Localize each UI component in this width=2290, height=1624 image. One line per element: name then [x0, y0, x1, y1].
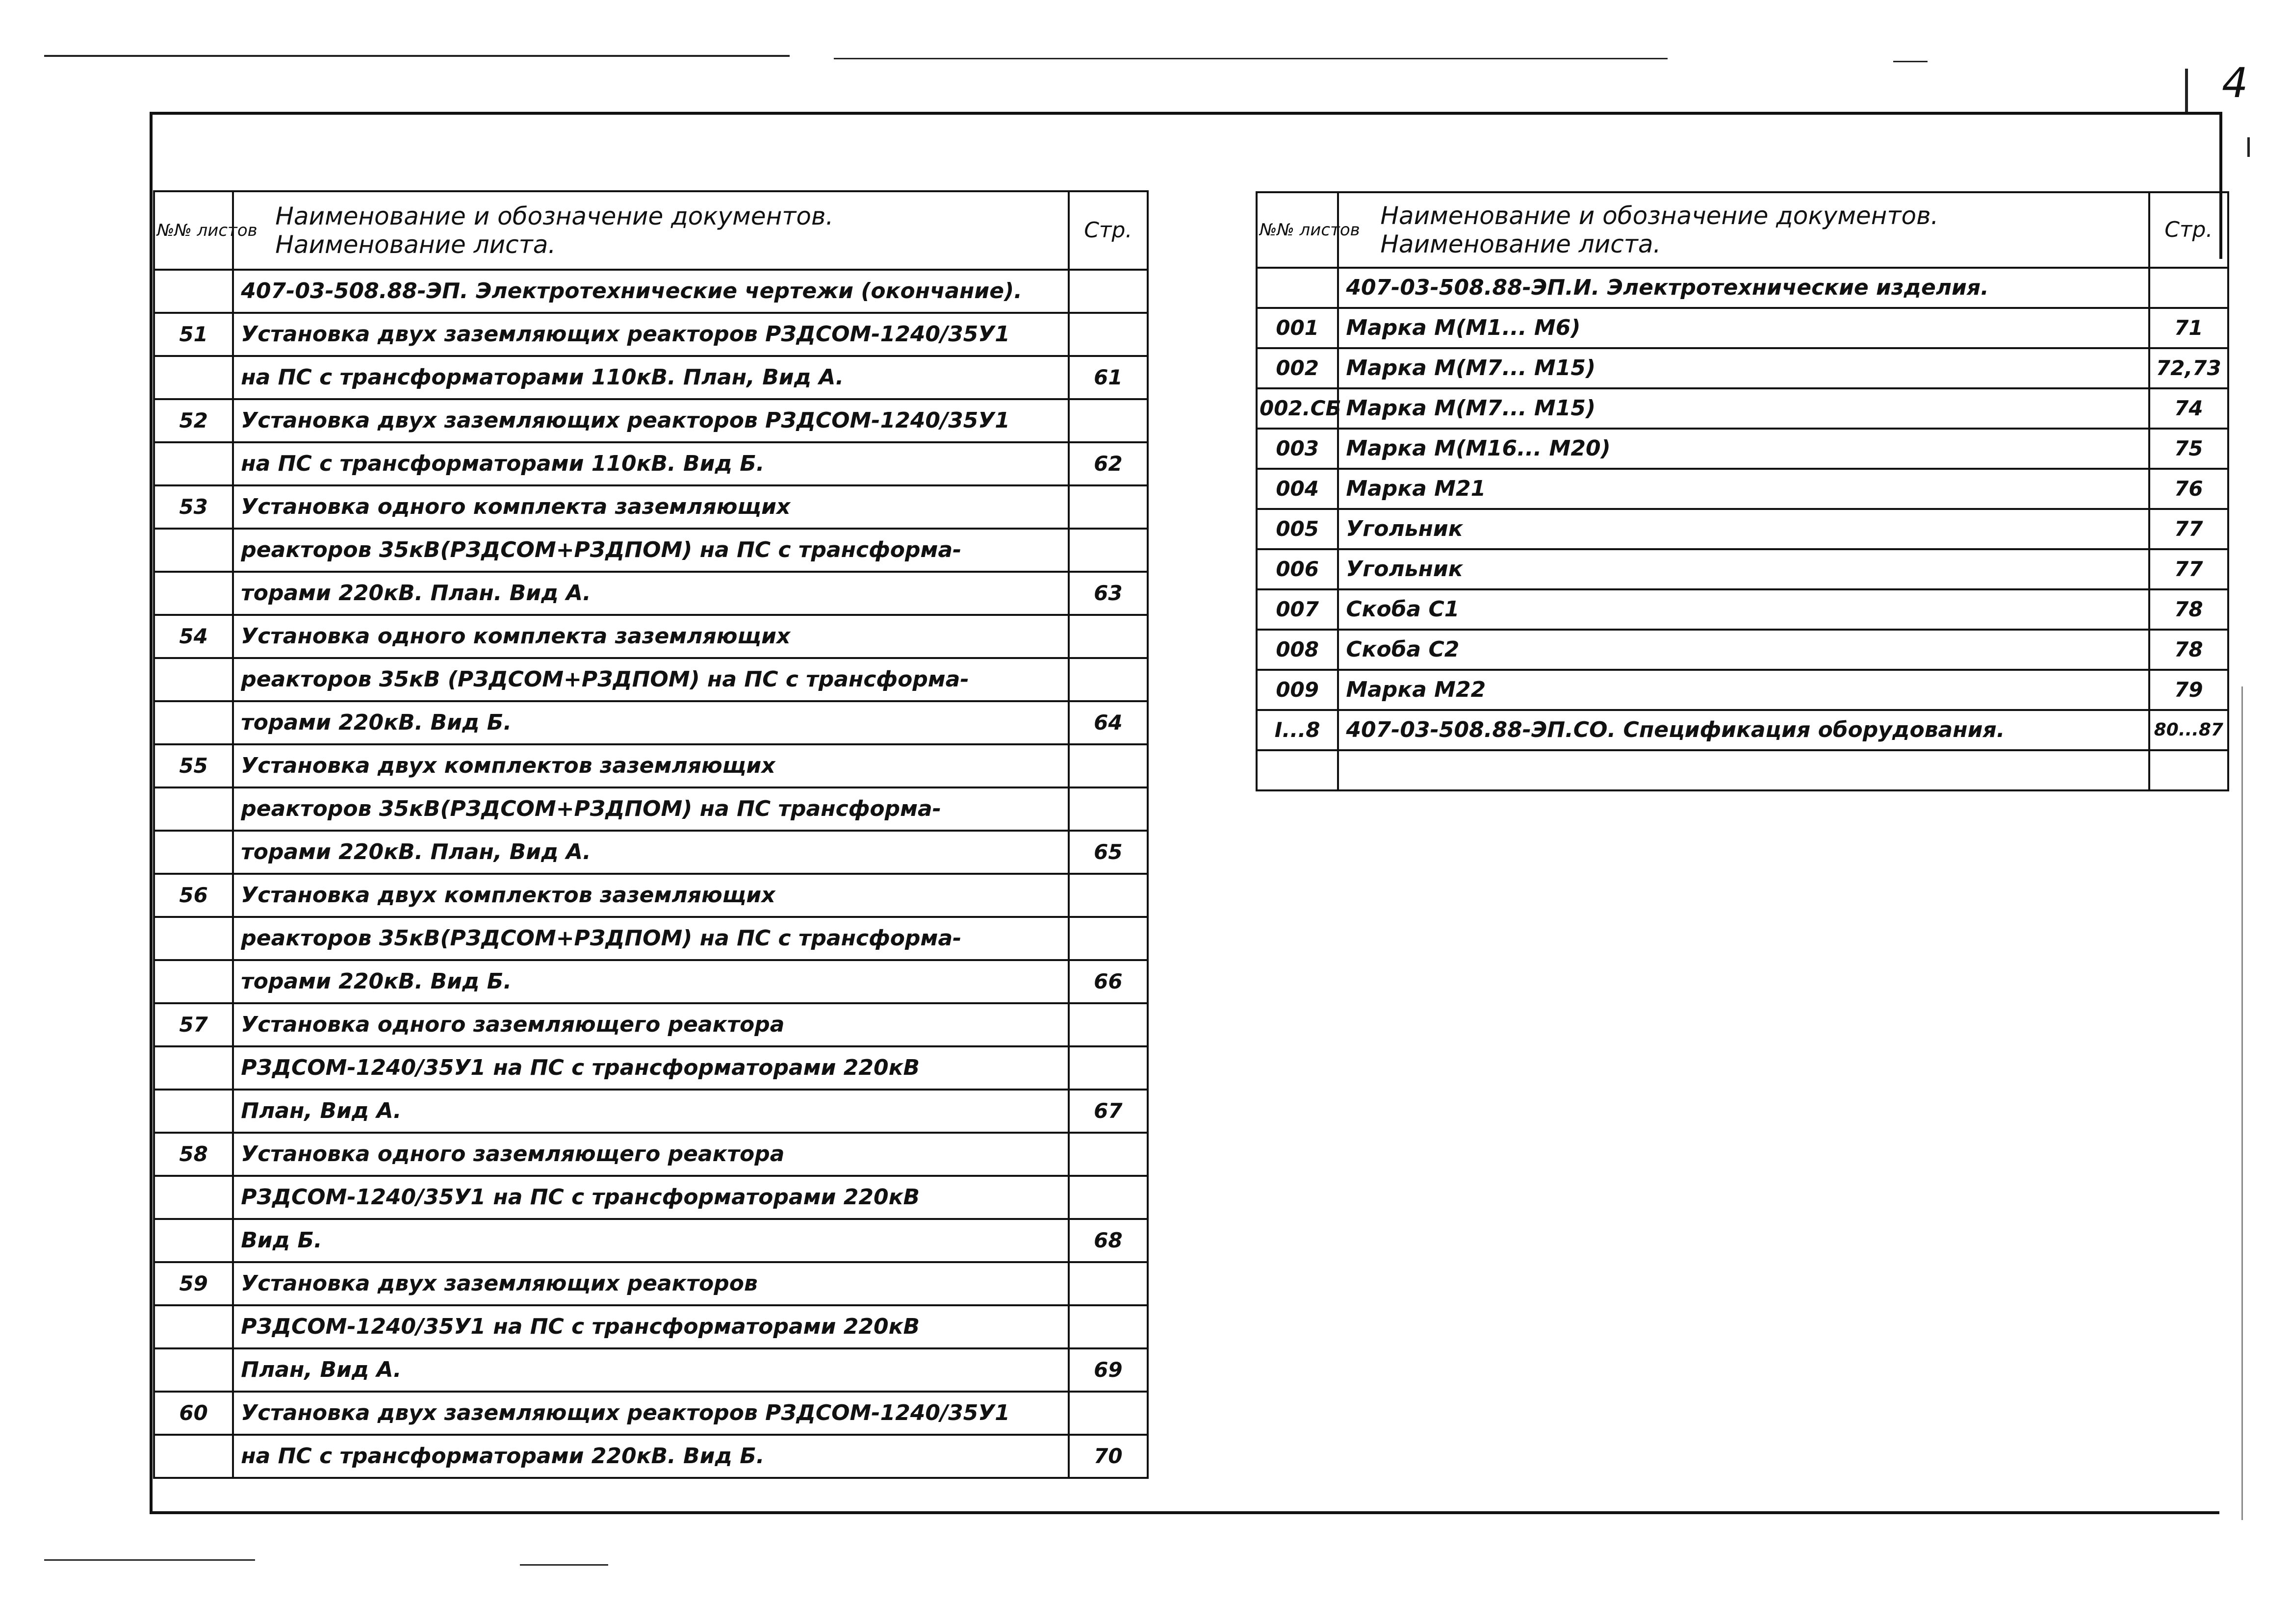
sheet-number-cell: [154, 701, 233, 744]
top-border-line: [44, 55, 790, 57]
table-row: [154, 485, 1148, 529]
document-name-cell: РЗДСОМ-1240/35У1 на ПС с трансформаторами 220кВ: [233, 1176, 1068, 1219]
document-name-cell: 407-03-508.88-ЭП.И. Электротехнические изделия.: [1338, 268, 2149, 308]
sheet-number-cell: 53: [154, 485, 233, 529]
page-cell: [1069, 1305, 1148, 1348]
page-cell: [1069, 270, 1148, 313]
document-name-cell: Установка двух комплектов заземляющих: [233, 744, 1068, 787]
page-cell: 77: [2149, 549, 2228, 589]
sheet-number-cell: [154, 1090, 233, 1133]
table-row: [154, 960, 1148, 1003]
table-row: [154, 442, 1148, 485]
page-cell: [1069, 744, 1148, 787]
page-cell: [2149, 268, 2228, 308]
document-name-cell: 407-03-508.88-ЭП.СО. Спецификация оборудования.: [1338, 710, 2149, 750]
table-row: [154, 701, 1148, 744]
table-row: [1257, 670, 2228, 710]
document-name-cell: Установка двух заземляющих реакторов РЗДСОМ-1240/35У1: [233, 313, 1068, 356]
document-name-cell: реакторов 35кВ(РЗДСОМ+РЗДПОМ) на ПС с трансформа-: [233, 917, 1068, 960]
sheet-number-cell: 60: [154, 1392, 233, 1435]
document-name-cell: Установка одного заземляющего реактора: [233, 1003, 1068, 1046]
sheet-number-cell: 54: [154, 615, 233, 658]
page-cell: 72,73: [2149, 348, 2228, 388]
column-header-name-line1: Наименование и обозначение документов.: [1380, 202, 1939, 230]
document-name-cell: План, Вид А.: [233, 1090, 1068, 1133]
page-cell: 64: [1069, 701, 1148, 744]
document-name-cell: на ПС с трансформаторами 110кВ. План, Вид А.: [233, 356, 1068, 399]
sheet-number-cell: [154, 572, 233, 615]
sheet-number-cell: 52: [154, 399, 233, 442]
table-row: [154, 313, 1148, 356]
table-row: [1257, 630, 2228, 670]
document-name-cell: торами 220кВ. Вид Б.: [233, 701, 1068, 744]
table-row: [154, 1435, 1148, 1478]
column-header-sheet-number: №№ листов: [154, 191, 233, 270]
sheet-number-cell: [154, 960, 233, 1003]
document-name-cell: реакторов 35кВ(РЗДСОМ+РЗДПОМ) на ПС трансформа-: [233, 787, 1068, 831]
sheet-number-cell: 009: [1257, 670, 1338, 710]
column-header-name: [233, 191, 1068, 270]
table-row: [154, 1003, 1148, 1046]
column-header-sheet-number: №№ листов: [1257, 192, 1338, 268]
column-header-name: [1338, 192, 2149, 268]
page-cell: [1069, 1392, 1148, 1435]
table-row: [154, 874, 1148, 917]
column-header-name-line2: Наименование листа.: [275, 230, 556, 259]
page-cell: 63: [1069, 572, 1148, 615]
document-name-cell: торами 220кВ. Вид Б.: [233, 960, 1068, 1003]
page-cell: 75: [2149, 429, 2228, 469]
document-name-cell: реакторов 35кВ (РЗДСОМ+РЗДПОМ) на ПС с трансформа-: [233, 658, 1068, 701]
table-row: [154, 1262, 1148, 1305]
sheet-number-cell: 001: [1257, 308, 1338, 348]
document-name-cell: реакторов 35кВ(РЗДСОМ+РЗДПОМ) на ПС с трансформа-: [233, 529, 1068, 572]
document-name-cell: План, Вид А.: [233, 1348, 1068, 1392]
page-cell: [1069, 399, 1148, 442]
table-row: [1257, 348, 2228, 388]
page-cell: 79: [2149, 670, 2228, 710]
document-name-cell: Угольник: [1338, 549, 2149, 589]
document-name-cell: Марка М(М7... М15): [1338, 348, 2149, 388]
page-cell: [1069, 529, 1148, 572]
sheet-number-cell: [154, 658, 233, 701]
sheet-number-cell: 51: [154, 313, 233, 356]
document-name-cell: Вид Б.: [233, 1219, 1068, 1262]
page-cell: 78: [2149, 589, 2228, 630]
table-row: [154, 399, 1148, 442]
sheet-number-cell: 004: [1257, 469, 1338, 509]
sheet-number-cell: I...8: [1257, 710, 1338, 750]
table-row: [1257, 549, 2228, 589]
table-row: [154, 658, 1148, 701]
table-row: [154, 1176, 1148, 1219]
document-name-cell: Марка М(М1... М6): [1338, 308, 2149, 348]
sheet-number-cell: [154, 1348, 233, 1392]
sheet-number-cell: 56: [154, 874, 233, 917]
sheet-number-cell: [154, 356, 233, 399]
table-row: [154, 831, 1148, 874]
page-cell: [1069, 615, 1148, 658]
document-name-cell: Установка двух комплектов заземляющих: [233, 874, 1068, 917]
bottom-border-line-2: [520, 1564, 608, 1566]
sheet-number-cell: [154, 1435, 233, 1478]
sheet-number-cell: 002.СБ: [1257, 388, 1338, 429]
page-cell: [1069, 1262, 1148, 1305]
document-name-cell: торами 220кВ. План, Вид А.: [233, 831, 1068, 874]
document-name-cell: на ПС с трансформаторами 110кВ. Вид Б.: [233, 442, 1068, 485]
table-row: [1257, 388, 2228, 429]
sheet-number-cell: 002: [1257, 348, 1338, 388]
document-name-cell: Установка одного заземляющего реактора: [233, 1133, 1068, 1176]
sheet-number-cell: 007: [1257, 589, 1338, 630]
sheet-number-cell: [154, 917, 233, 960]
table-row: [154, 1219, 1148, 1262]
table-row: [1257, 429, 2228, 469]
page-cell: 76: [2149, 469, 2228, 509]
sheet-number-cell: [154, 442, 233, 485]
page-cell: [1069, 1176, 1148, 1219]
sheet-number-cell: [154, 1176, 233, 1219]
document-name-cell: Установка двух заземляющих реакторов РЗДСОМ-1240/35У1: [233, 1392, 1068, 1435]
document-name-cell: Марка М(М7... М15): [1338, 388, 2149, 429]
table-row: [1257, 308, 2228, 348]
document-name-cell: Установка одного комплекта заземляющих: [233, 485, 1068, 529]
table-row: [154, 572, 1148, 615]
table-row: [154, 1392, 1148, 1435]
table-row: [1257, 509, 2228, 549]
page-cell: 77: [2149, 509, 2228, 549]
page-cell: 74: [2149, 388, 2228, 429]
sheet-number-cell: [154, 831, 233, 874]
top-border-line-2: [834, 58, 1668, 59]
top-border-line-3: [1893, 61, 1928, 62]
page-cell: [1069, 787, 1148, 831]
table-row: [154, 744, 1148, 787]
sheet-number-cell: [1257, 268, 1338, 308]
sheet-number-cell: 55: [154, 744, 233, 787]
document-name-cell: Марка М(М16... М20): [1338, 429, 2149, 469]
right-contents-table: [1256, 191, 2229, 791]
page-cell: 70: [1069, 1435, 1148, 1478]
table-row: [154, 787, 1148, 831]
document-name-cell: РЗДСОМ-1240/35У1 на ПС с трансформаторами 220кВ: [233, 1305, 1068, 1348]
column-header-page: Стр.: [1069, 191, 1148, 270]
document-name-cell: Скоба С1: [1338, 589, 2149, 630]
document-name-cell: Установка одного комплекта заземляющих: [233, 615, 1068, 658]
column-header-name-line2: Наименование листа.: [1380, 230, 1661, 258]
sheet-number-cell: [154, 1219, 233, 1262]
page-cell: 80...87: [2149, 710, 2228, 750]
sheet-number-cell: [154, 270, 233, 313]
page-cell: [1069, 1046, 1148, 1090]
sheet-number-cell: 008: [1257, 630, 1338, 670]
document-name-cell: Марка М21: [1338, 469, 2149, 509]
sheet-number-cell: [154, 787, 233, 831]
page-cell: [1069, 313, 1148, 356]
page-cell: [1069, 658, 1148, 701]
document-name-cell: Установка двух заземляющих реакторов: [233, 1262, 1068, 1305]
bottom-border-line: [44, 1559, 255, 1561]
table-row: [154, 270, 1148, 313]
page-cell: [1069, 1003, 1148, 1046]
page-cell: [1069, 1133, 1148, 1176]
table-header-row: [154, 191, 1148, 270]
page-cell: 68: [1069, 1219, 1148, 1262]
page-cell: [1069, 485, 1148, 529]
table-row: [154, 1046, 1148, 1090]
page-cell: 67: [1069, 1090, 1148, 1133]
left-contents-table: [153, 190, 1149, 1479]
table-row: [154, 1348, 1148, 1392]
table-header-row: [1257, 192, 2228, 268]
sheet-number-cell: 005: [1257, 509, 1338, 549]
sheet-number-cell: 006: [1257, 549, 1338, 589]
document-name-cell: на ПС с трансформаторами 220кВ. Вид Б.: [233, 1435, 1068, 1478]
document-name-cell: Угольник: [1338, 509, 2149, 549]
page-cell: 62: [1069, 442, 1148, 485]
sheet-number-cell: 58: [154, 1133, 233, 1176]
document-name-cell: Установка двух заземляющих реакторов РЗДСОМ-1240/35У1: [233, 399, 1068, 442]
column-header-page: Стр.: [2149, 192, 2228, 268]
table-row: [154, 1133, 1148, 1176]
table-row: [154, 529, 1148, 572]
sheet-number-cell: 003: [1257, 429, 1338, 469]
page-cell: [1069, 917, 1148, 960]
document-name-cell: торами 220кВ. План. Вид А.: [233, 572, 1068, 615]
page-cell: 66: [1069, 960, 1148, 1003]
page-number-tick: [2185, 69, 2188, 113]
table-row: [154, 1090, 1148, 1133]
sheet-number-cell: [1257, 750, 1338, 790]
sheet-number-cell: [154, 1046, 233, 1090]
right-edge-mark-2: [2241, 686, 2243, 1520]
table-row: [154, 917, 1148, 960]
page-cell: 61: [1069, 356, 1148, 399]
document-name-cell: Марка М22: [1338, 670, 2149, 710]
page-cell: 78: [2149, 630, 2228, 670]
table-row: [1257, 750, 2228, 790]
table-row: [154, 615, 1148, 658]
sheet-number-cell: [154, 529, 233, 572]
sheet-number-cell: 59: [154, 1262, 233, 1305]
table-row: [154, 1305, 1148, 1348]
document-name-cell: [1338, 750, 2149, 790]
sheet-number-cell: [154, 1305, 233, 1348]
column-header-name-line1: Наименование и обозначение документов.: [275, 202, 834, 230]
page-cell: [2149, 750, 2228, 790]
page-cell: [1069, 874, 1148, 917]
page-cell: 69: [1069, 1348, 1148, 1392]
table-row: [154, 356, 1148, 399]
right-edge-mark: [2247, 137, 2250, 157]
page-cell: 71: [2149, 308, 2228, 348]
table-row: [1257, 710, 2228, 750]
document-name-cell: 407-03-508.88-ЭП. Электротехнические чертежи (окончание).: [233, 270, 1068, 313]
page-number: 4: [2222, 59, 2248, 107]
table-row: [1257, 589, 2228, 630]
document-name-cell: Скоба С2: [1338, 630, 2149, 670]
table-row: [1257, 268, 2228, 308]
sheet-number-cell: 57: [154, 1003, 233, 1046]
table-row: [1257, 469, 2228, 509]
page-cell: 65: [1069, 831, 1148, 874]
document-name-cell: РЗДСОМ-1240/35У1 на ПС с трансформаторами 220кВ: [233, 1046, 1068, 1090]
